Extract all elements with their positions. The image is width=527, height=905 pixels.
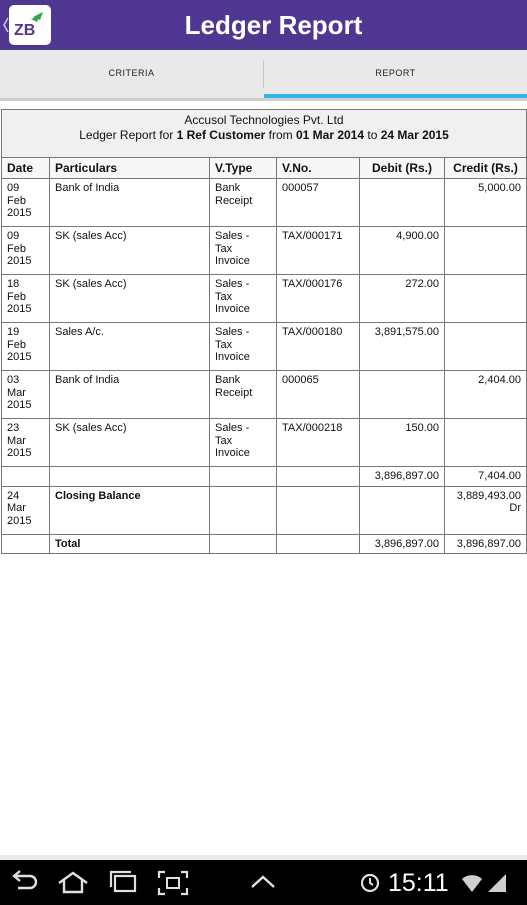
total-row <box>2 534 527 554</box>
table-row <box>2 179 527 227</box>
column-header-particulars: Particulars <box>50 158 210 179</box>
row-debit: 4,900.00 <box>360 227 445 275</box>
row-debit: 272.00 <box>360 275 445 323</box>
row-vtype: Sales - Tax Invoice <box>210 275 277 323</box>
row-credit: 2,404.00 <box>445 371 527 419</box>
subtotal-row <box>2 467 527 487</box>
subtotal-credit: 7,404.00 <box>445 467 527 487</box>
closing-balance-credit: 3,889,493.00 Dr <box>445 486 527 534</box>
row-vtype: Bank Receipt <box>210 179 277 227</box>
row-vtype: Sales - Tax Invoice <box>210 419 277 467</box>
wifi-icon <box>461 870 483 896</box>
table-row <box>2 419 527 467</box>
closing-balance-label: Closing Balance <box>50 486 210 534</box>
row-credit <box>445 227 527 275</box>
row-vtype: Sales - Tax Invoice <box>210 323 277 371</box>
back-arrow-icon[interactable] <box>8 870 40 896</box>
report-header <box>2 110 527 158</box>
row-particulars: SK (sales Acc) <box>50 275 210 323</box>
row-particulars: Bank of India <box>50 179 210 227</box>
action-bar <box>0 0 527 50</box>
home-icon[interactable] <box>56 870 90 896</box>
tab-criteria[interactable]: CRITERIA <box>108 68 155 78</box>
row-date: 19 Feb 2015 <box>2 323 50 371</box>
row-debit: 3,891,575.00 <box>360 323 445 371</box>
row-vtype: Bank Receipt <box>210 371 277 419</box>
row-debit <box>360 371 445 419</box>
subtotal-debit: 3,896,897.00 <box>360 467 445 487</box>
closing-balance-row <box>2 486 527 534</box>
company-name: Accusol Technologies Pvt. Ltd <box>184 113 344 127</box>
column-header-credit: Credit (Rs.) <box>445 158 527 179</box>
row-vno: TAX/000171 <box>277 227 360 275</box>
table-row <box>2 275 527 323</box>
table-row <box>2 323 527 371</box>
ledger-table <box>1 109 527 554</box>
screenshot-icon[interactable] <box>157 870 189 896</box>
page-title: Ledger Report <box>184 10 363 40</box>
signal-icon <box>486 870 508 896</box>
closing-date: 24 Mar 2015 <box>2 486 50 534</box>
recent-apps-icon[interactable] <box>106 870 140 896</box>
row-credit <box>445 419 527 467</box>
row-credit: 5,000.00 <box>445 179 527 227</box>
status-clock: 15:11 <box>388 869 449 897</box>
row-vno: TAX/000176 <box>277 275 360 323</box>
alarm-icon <box>359 870 381 896</box>
column-header-vtype: V.Type <box>210 158 277 179</box>
row-debit: 150.00 <box>360 419 445 467</box>
system-navigation-bar <box>0 855 527 905</box>
row-date: 09 Feb 2015 <box>2 227 50 275</box>
column-header-date: Date <box>2 158 50 179</box>
row-vno: TAX/000218 <box>277 419 360 467</box>
tabs-shadow <box>0 98 527 101</box>
row-credit <box>445 323 527 371</box>
table-row <box>2 371 527 419</box>
row-particulars: SK (sales Acc) <box>50 419 210 467</box>
row-credit <box>445 275 527 323</box>
row-particulars: Bank of India <box>50 371 210 419</box>
row-date: 23 Mar 2015 <box>2 419 50 467</box>
row-particulars: Sales A/c. <box>50 323 210 371</box>
row-particulars: SK (sales Acc) <box>50 227 210 275</box>
row-vno: 000065 <box>277 371 360 419</box>
row-date: 09 Feb 2015 <box>2 179 50 227</box>
table-row <box>2 227 527 275</box>
row-date: 03 Mar 2015 <box>2 371 50 419</box>
column-header-vno: V.No. <box>277 158 360 179</box>
row-vno: TAX/000180 <box>277 323 360 371</box>
row-vtype: Sales - Tax Invoice <box>210 227 277 275</box>
row-vno: 000057 <box>277 179 360 227</box>
tab-report[interactable]: REPORT <box>375 68 416 78</box>
total-debit: 3,896,897.00 <box>360 534 445 554</box>
tab-bar <box>0 50 527 99</box>
total-label: Total <box>50 534 210 554</box>
chevron-up-icon[interactable] <box>248 870 278 896</box>
column-header-debit: Debit (Rs.) <box>360 158 445 179</box>
row-debit <box>360 179 445 227</box>
logo-text: ZB <box>14 22 36 39</box>
total-credit: 3,896,897.00 <box>445 534 527 554</box>
row-date: 18 Feb 2015 <box>2 275 50 323</box>
report-subtitle: Ledger Report for 1 Ref Customer from 01 Mar 2014 to 24 Mar 2015 <box>79 128 449 142</box>
